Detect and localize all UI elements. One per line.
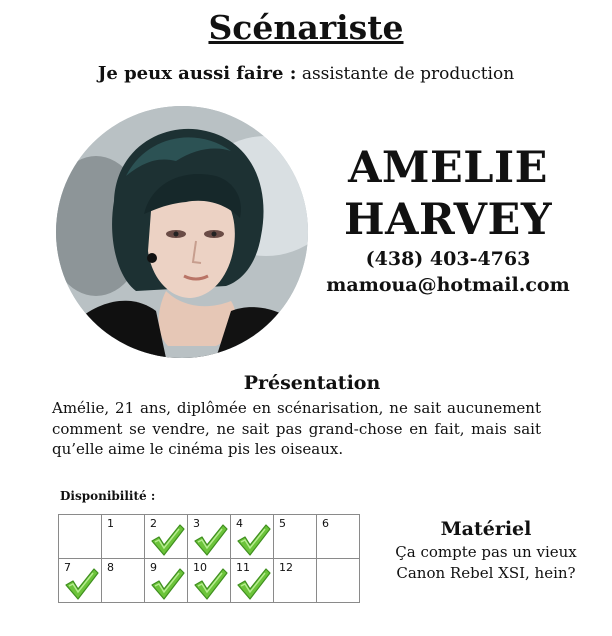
calendar-row	[59, 515, 360, 559]
day-number: 11	[236, 561, 250, 574]
day-number: 10	[193, 561, 207, 574]
calendar-day-cell	[274, 559, 317, 603]
checkmark-icon	[235, 521, 271, 560]
identity-block	[318, 142, 578, 298]
email-address: mamoua@hotmail.com	[326, 274, 570, 296]
equipment-line-2: Canon Rebel XSI, hein?	[396, 564, 576, 582]
equipment-heading: Matériel	[440, 518, 532, 540]
presentation-text: Amélie, 21 ans, diplômée en scénarisation, ne sait aucunement comment se vendre, ne sait pas grand-chose en fait, mais sait qu’elle aime le cinéma pis les oiseaux.	[52, 399, 541, 458]
calendar-day-cell	[145, 515, 188, 559]
calendar-day-cell	[145, 559, 188, 603]
first-name: AMELIE	[348, 143, 548, 193]
calendar-day-cell	[59, 515, 102, 559]
presentation-heading: Présentation	[243, 372, 381, 394]
checkmark-icon	[235, 565, 271, 604]
portrait-illustration	[56, 106, 308, 358]
profile-photo	[56, 106, 308, 358]
day-number: 9	[150, 561, 157, 574]
day-number: 6	[322, 517, 329, 530]
day-number: 8	[107, 561, 114, 574]
calendar-row	[59, 559, 360, 603]
day-number: 2	[150, 517, 157, 530]
equipment-block	[384, 516, 588, 584]
availability-calendar	[58, 514, 360, 603]
checkmark-icon	[63, 565, 99, 604]
day-number: 5	[279, 517, 286, 530]
calendar-day-cell	[317, 515, 360, 559]
calendar-day-cell	[274, 515, 317, 559]
secondary-role	[0, 63, 612, 84]
phone-number: (438) 403-4763	[365, 248, 531, 270]
document-title: Scénariste	[208, 8, 404, 47]
calendar-day-cell	[231, 559, 274, 603]
checkmark-icon	[149, 565, 185, 604]
checkmark-icon	[192, 565, 228, 604]
checkmark-icon	[192, 521, 228, 560]
secondary-role-label: Je peux aussi faire :	[97, 63, 297, 84]
availability-label: Disponibilité :	[60, 489, 156, 503]
calendar-day-cell	[102, 515, 145, 559]
day-number: 3	[193, 517, 200, 530]
day-number: 7	[64, 561, 71, 574]
last-name: HARVEY	[343, 195, 553, 245]
secondary-role-value: assistante de production	[301, 64, 515, 84]
checkmark-icon	[149, 521, 185, 560]
calendar-day-cell	[188, 515, 231, 559]
calendar-day-cell	[188, 559, 231, 603]
calendar-day-cell	[231, 515, 274, 559]
calendar-day-cell	[59, 559, 102, 603]
equipment-line-1: Ça compte pas un vieux	[395, 543, 577, 561]
calendar-day-cell	[102, 559, 145, 603]
day-number: 4	[236, 517, 243, 530]
day-number: 12	[279, 561, 293, 574]
calendar-day-cell	[317, 559, 360, 603]
day-number: 1	[107, 517, 114, 530]
